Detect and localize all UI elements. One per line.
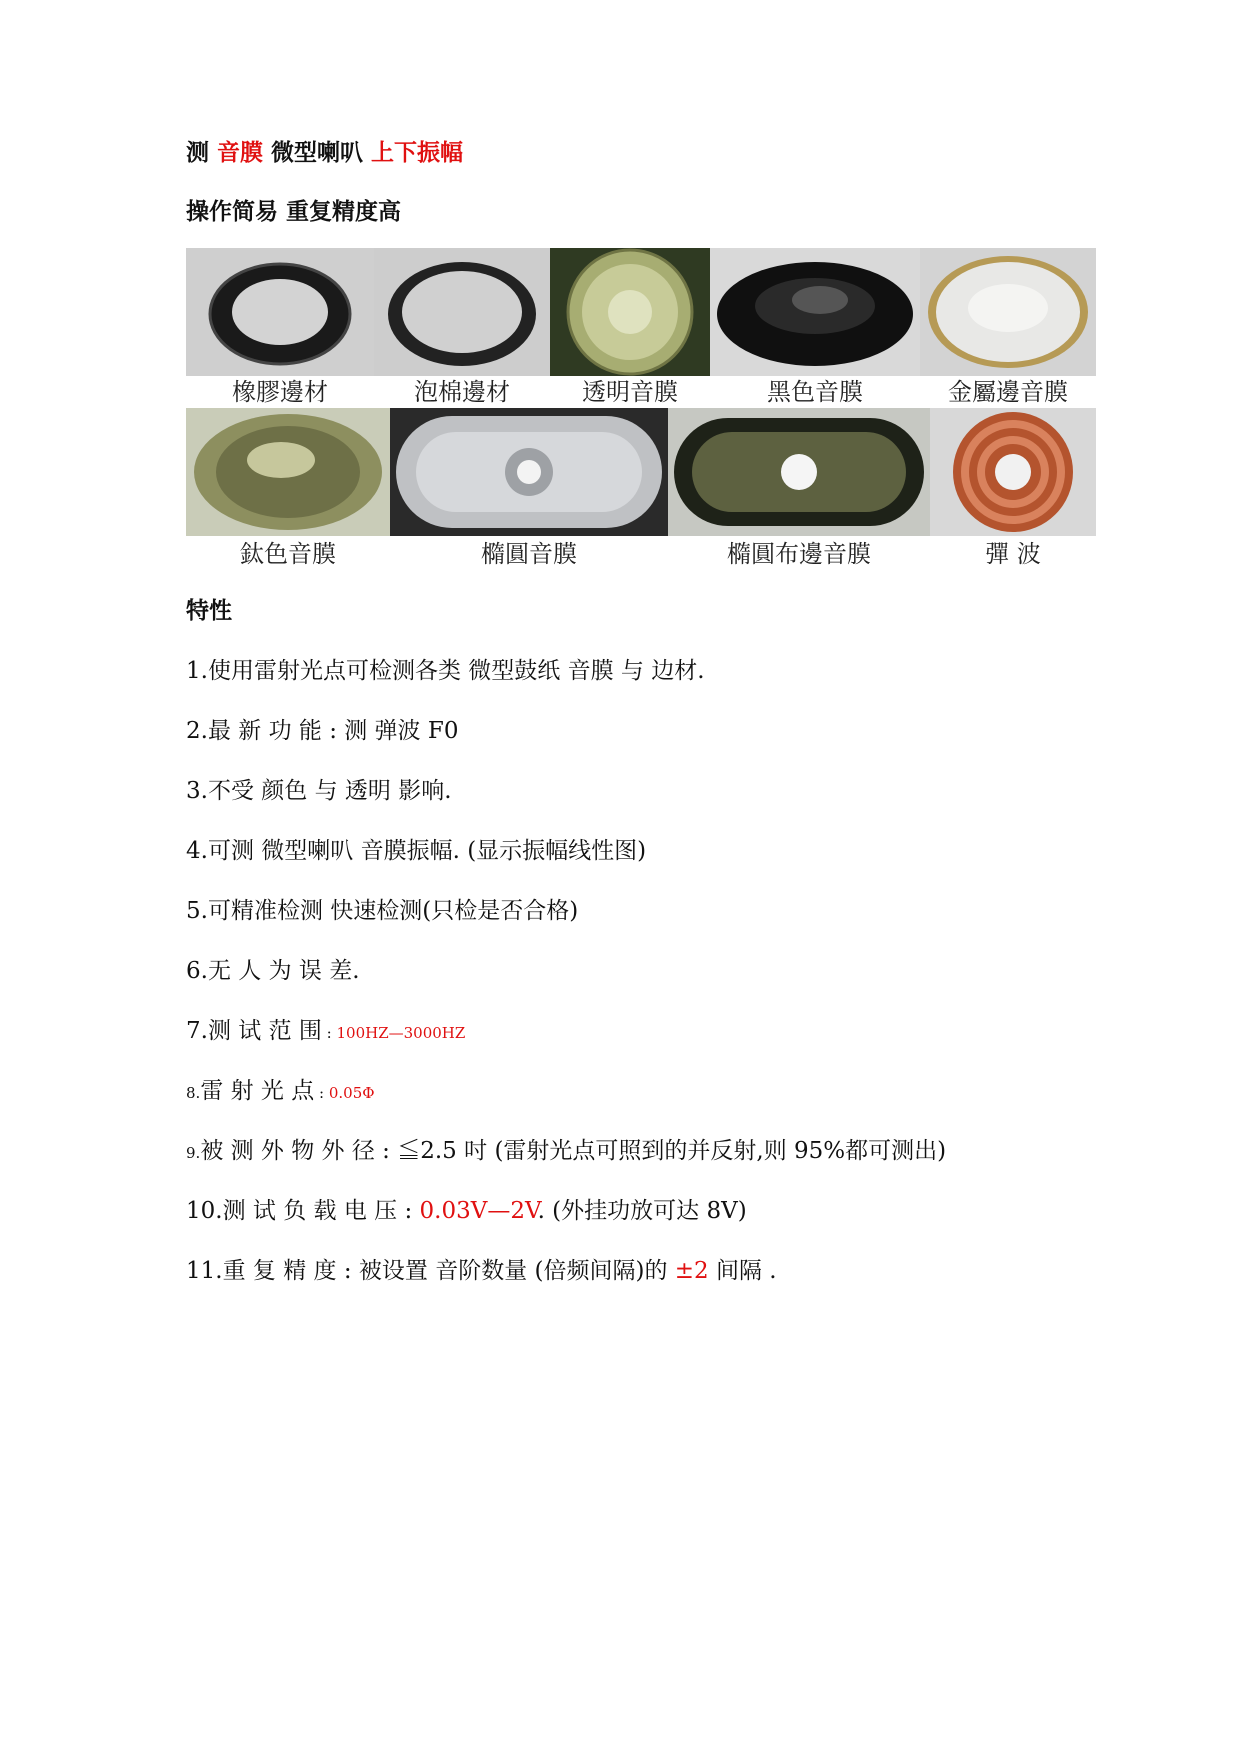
oval-diaphragm-icon [390,408,668,536]
title-part-micro-speaker: 微型喇叭 [271,139,364,166]
feature-8-value: 0.05Φ [328,1084,375,1102]
title-part-diaphragm: 音膜 [217,139,264,166]
feature-4: 4.可测 微型喇叭 音膜振幅. (显示振幅线性图) [186,838,647,864]
feature-9-text: 被 测 外 物 外 径 : ≦2.5 吋 (雷射光点可照到的并反射,则 95%都可测出) [200,1138,947,1164]
feature-11-suffix: 间隔 . [708,1258,777,1284]
page-title [186,134,463,167]
metal-edge-diaphragm-icon [920,248,1096,376]
feature-11 [186,1252,777,1285]
oval-cloth-edge-diaphragm-icon [668,408,930,536]
feature-9 [186,1132,946,1165]
features-heading: 特性 [186,597,232,624]
feature-11-label: 11.重 复 精 度 : 被设置 音阶数量 (倍频间隔)的 [186,1258,675,1284]
feature-11-value: ±2 [674,1258,709,1284]
feature-7 [186,1012,465,1045]
caption-oval-diaphragm: 橢圓音膜 [481,540,577,568]
titanium-dome-icon [186,408,390,536]
spider-damper-icon [930,408,1096,536]
feature-10-value: 0.03V—2V [419,1198,538,1224]
page-subtitle: 操作简易 重复精度高 [186,198,402,225]
caption-rubber-edge: 橡膠邊材 [232,378,328,406]
caption-transparent-diaphragm: 透明音膜 [582,378,678,406]
feature-9-number: 9. [186,1144,201,1162]
title-part-amplitude: 上下振幅 [371,139,464,166]
feature-10-suffix: . (外挂功放可达 8V) [537,1198,747,1224]
feature-3: 3.不受 颜色 与 透明 影响. [186,778,452,804]
feature-1: 1.使用雷射光点可检测各类 微型鼓纸 音膜 与 边材. [186,658,705,684]
feature-10 [186,1192,747,1225]
caption-titanium-dome: 鈦色音膜 [240,540,336,568]
foam-edge-ring-icon [374,248,550,376]
feature-8-label: 雷 射 光 点 [200,1078,315,1104]
feature-6: 6.无 人 为 误 差. [186,958,360,984]
feature-7-label: 7.测 试 范 围 [186,1018,322,1044]
feature-10-label: 10.测 试 负 载 电 压 : [186,1198,420,1224]
transparent-diaphragm-icon [550,248,710,376]
title-part-measure: 测 [186,139,209,166]
caption-oval-cloth-edge-diaphragm: 橢圓布邊音膜 [727,540,871,568]
feature-8-colon: : [314,1084,329,1102]
rubber-edge-ring-icon [186,248,374,376]
feature-7-value: 100HZ—3000HZ [336,1024,466,1042]
feature-2: 2.最 新 功 能 : 测 弹波 F0 [186,718,459,744]
black-diaphragm-icon [710,248,920,376]
feature-5: 5.可精准检测 快速检测(只检是否合格) [186,898,579,924]
feature-8-number: 8. [186,1084,201,1102]
caption-black-diaphragm: 黑色音膜 [767,378,863,406]
image-row-2 [186,408,1096,536]
caption-spider-damper: 彈 波 [985,540,1041,568]
caption-foam-edge: 泡棉邊材 [414,378,510,406]
feature-8 [186,1072,375,1105]
caption-metal-edge-diaphragm: 金屬邊音膜 [948,378,1068,406]
feature-7-colon: : [321,1024,337,1042]
image-row-1 [186,248,1096,376]
